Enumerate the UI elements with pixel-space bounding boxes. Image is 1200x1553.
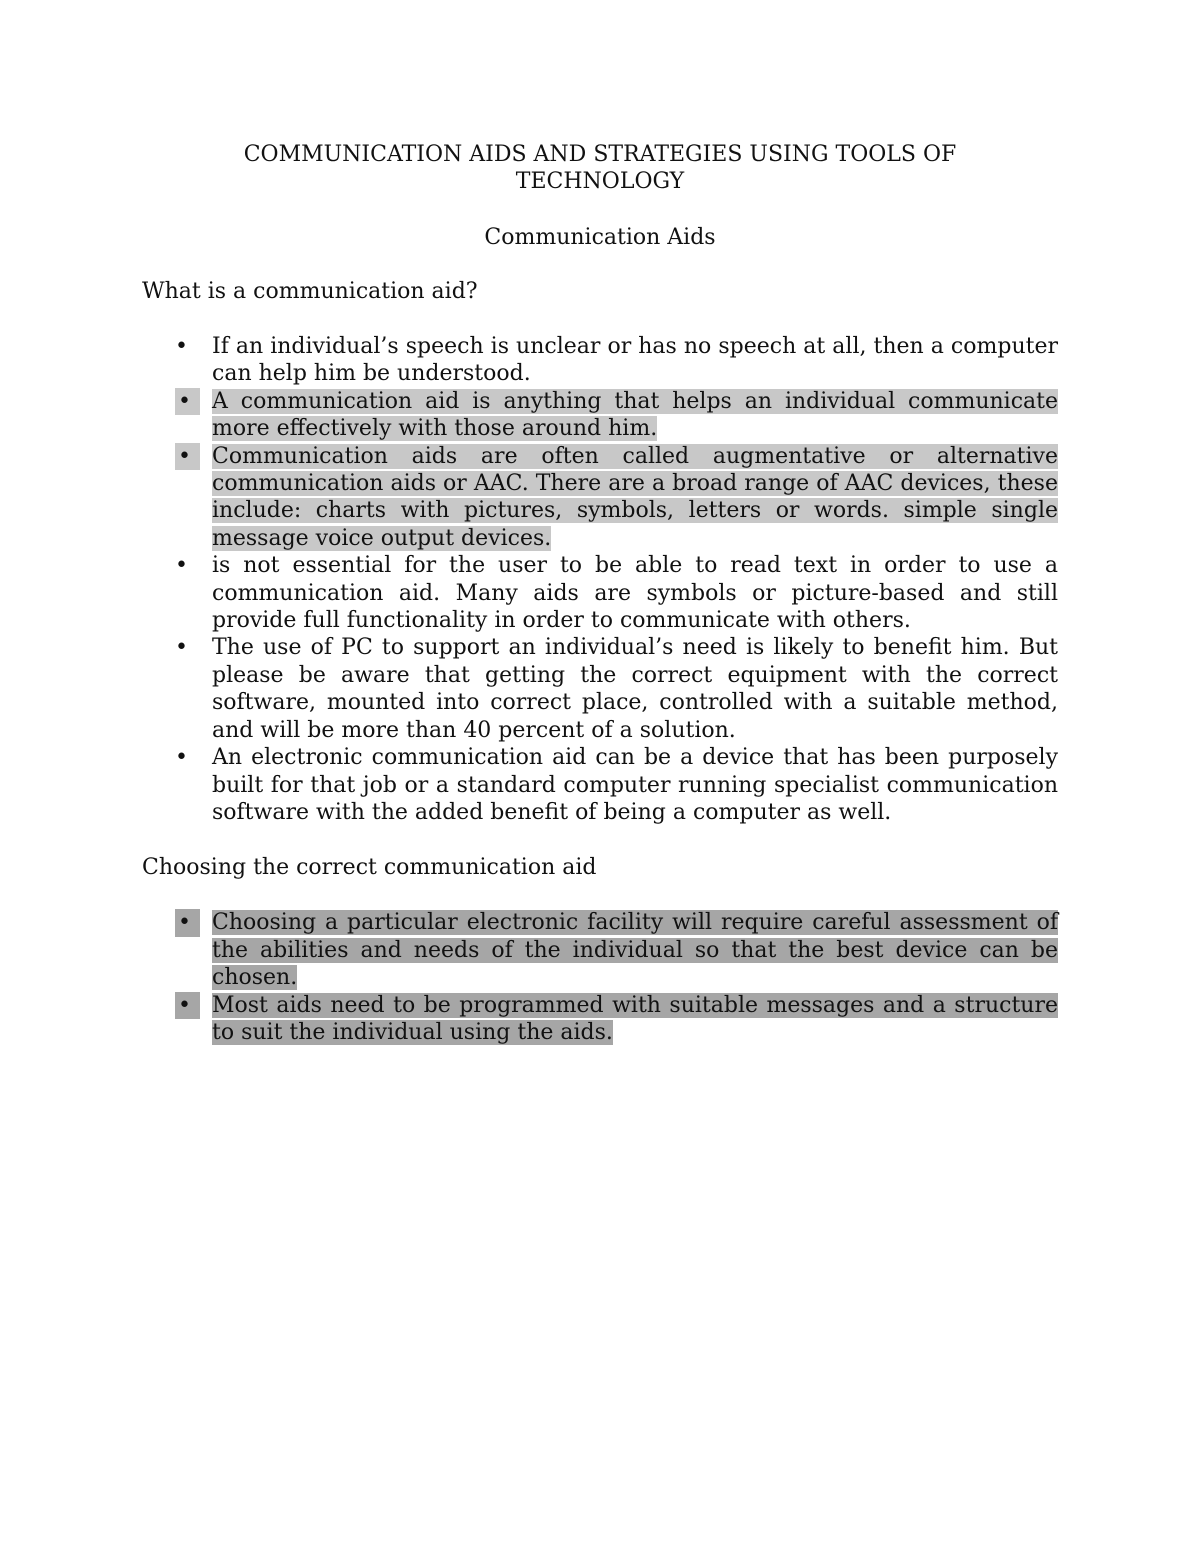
list-item-text: Most aids need to be programmed with suitable messages and a structure to suit the individual using the aids.	[212, 992, 1058, 1045]
bullet-list-choosing	[142, 909, 1058, 1046]
bullet-list-what-is	[142, 333, 1058, 826]
list-item	[142, 388, 1058, 443]
list-item	[142, 443, 1058, 553]
document-title	[142, 141, 1058, 195]
document-body	[142, 141, 1058, 1046]
list-item	[142, 552, 1058, 634]
choosing-heading: Choosing the correct communication aid	[142, 855, 597, 881]
section-title: Communication Aids	[484, 225, 716, 250]
bullet-icon: •	[175, 334, 188, 359]
document-title-line-1: COMMUNICATION AIDS AND STRATEGIES USING TOOLS OF	[243, 142, 957, 167]
list-item	[142, 992, 1058, 1047]
bullet-icon: •	[175, 388, 200, 415]
document-title-line-2: TECHNOLOGY	[515, 169, 685, 194]
list-item-text: The use of PC to support an individual’s need is likely to benefit him. But please be aware that getting the correct equipment with the correct software, mounted into correct place, controlled with a suitable method, and will be more than 40 percent of a solution.	[212, 635, 1058, 743]
list-item	[142, 744, 1058, 826]
list-item	[142, 333, 1058, 388]
list-item-text: is not essential for the user to be able to read text in order to use a communication aid. Many aids are symbols or picture-based and still provide full functionality in order to communicate with others.	[212, 553, 1058, 634]
list-item-text: An electronic communication aid can be a device that has been purposely built for that job or a standard computer running specialist communication software with the added benefit of being a computer as well.	[212, 745, 1058, 825]
question-heading: What is a communication aid?	[142, 279, 478, 304]
bullet-icon: •	[175, 992, 200, 1019]
list-item-text: Choosing a particular electronic facility will require careful assessment of the abilities and needs of the individual so that the best device can be chosen.	[212, 910, 1058, 991]
bullet-icon: •	[175, 745, 188, 771]
list-item	[142, 634, 1058, 744]
bullet-icon: •	[175, 635, 188, 661]
bullet-icon: •	[175, 909, 200, 936]
list-item-text: Communication aids are often called augmentative or alternative communication aids or AAC. There are a broad range of AAC devices, these include: charts with pictures, symbols, letters or words. simple single message voice output devices.	[212, 443, 1058, 551]
bullet-icon: •	[175, 443, 200, 470]
list-item	[142, 909, 1058, 991]
list-item-text: If an individual’s speech is unclear or has no speech at all, then a computer can help him be understood.	[212, 334, 1058, 387]
bullet-icon: •	[175, 553, 188, 579]
list-item-text: A communication aid is anything that helps an individual communicate more effectively with those around him.	[212, 388, 1058, 442]
